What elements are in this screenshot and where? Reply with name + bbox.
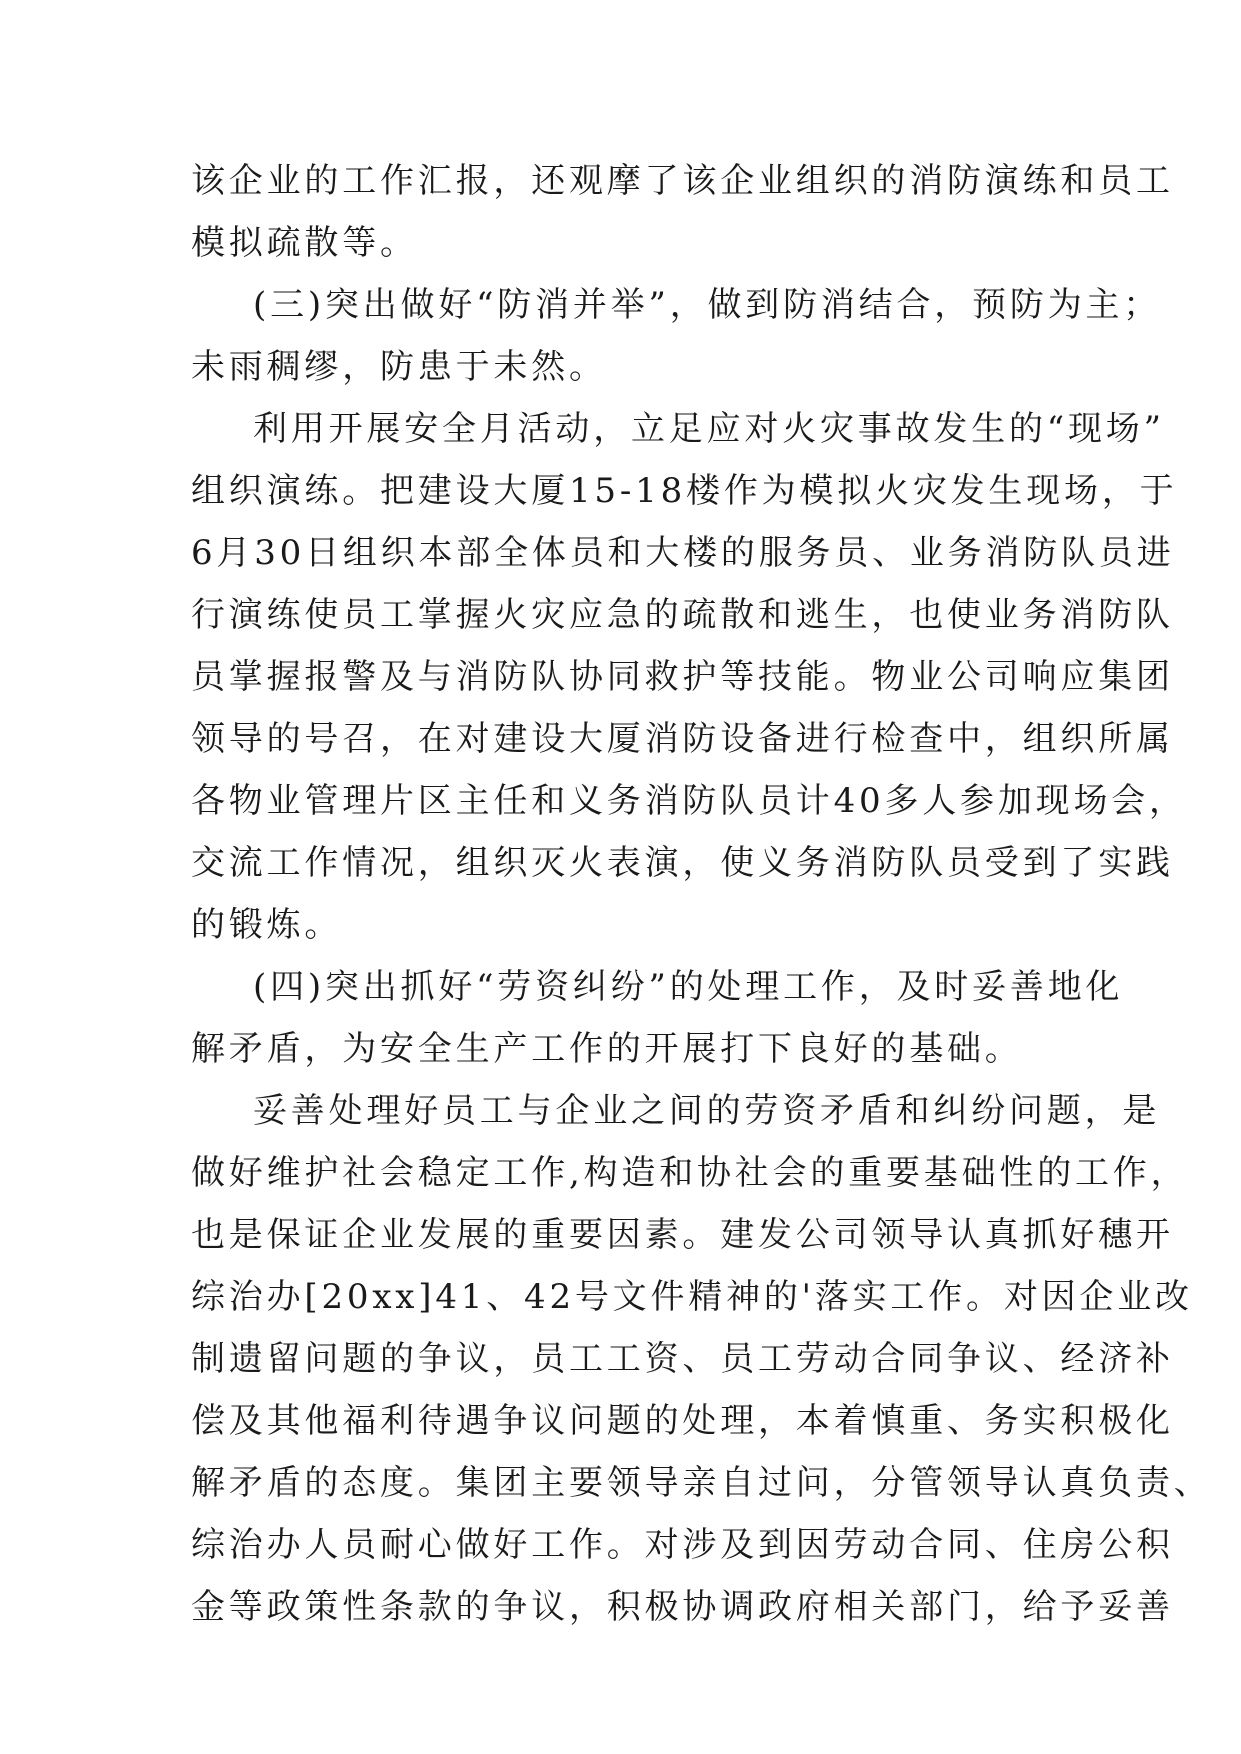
text-line: 各物业管理片区主任和义务消防队员计40多人参加现场会， [191,781,1187,821]
document-body [191,150,1212,1638]
text-line: 模拟疏散等。 [191,223,418,263]
text-line: 也是保证企业发展的重要因素。建发公司领导认真抓好穗开 [191,1215,1174,1255]
text-line: 领导的号召，在对建设大厦消防设备进行检查中，组织所属 [191,719,1174,759]
text-line: 行演练使员工掌握火灾应急的疏散和逃生，也使业务消防队 [191,595,1174,635]
text-line: 交流工作情况，组织灭火表演，使义务消防队员受到了实践 [191,843,1174,883]
text-line: 的锻炼。 [191,905,343,945]
text-line: 偿及其他福利待遇争议问题的处理，本着慎重、务实积极化 [191,1401,1174,1441]
text-line: 6月30日组织本部全体员和大楼的服务员、业务消防队员进 [191,533,1175,573]
text-line: 综治办[20xx]41、42号文件精神的'落实工作。对因企业改 [191,1277,1193,1317]
text-line: 解矛盾的态度。集团主要领导亲自过问，分管领导认真负责、 [191,1463,1212,1503]
text-line: 综治办人员耐心做好工作。对涉及到因劳动合同、住房公积 [191,1525,1174,1565]
text-line: 金等政策性条款的争议，积极协调政府相关部门，给予妥善 [191,1587,1174,1627]
text-line: 制遗留问题的争议，员工工资、员工劳动合同争议、经济补 [191,1339,1174,1379]
text-line: 做好维护社会稳定工作,构造和协社会的重要基础性的工作， [191,1153,1189,1193]
text-line: 解矛盾，为安全生产工作的开展打下良好的基础。 [191,1029,1023,1069]
text-line: (三)突出做好“防消并举”，做到防消结合，预防为主； [253,285,1162,325]
text-line: 妥善处理好员工与企业之间的劳资矛盾和纠纷问题，是 [253,1091,1161,1131]
text-line: 员掌握报警及与消防队协同救护等技能。物业公司响应集团 [191,657,1174,697]
text-line: 组织演练。把建设大厦15-18楼作为模拟火灾发生现场，于 [191,471,1178,511]
text-line: 该企业的工作汇报，还观摩了该企业组织的消防演练和员工 [191,161,1174,201]
text-line: (四)突出抓好“劳资纠纷”的处理工作，及时妥善地化 [253,967,1124,1007]
text-line: 未雨稠缪，防患于未然。 [191,347,607,387]
text-line: 利用开展安全月活动，立足应对火灾事故发生的“现场” [253,409,1165,449]
